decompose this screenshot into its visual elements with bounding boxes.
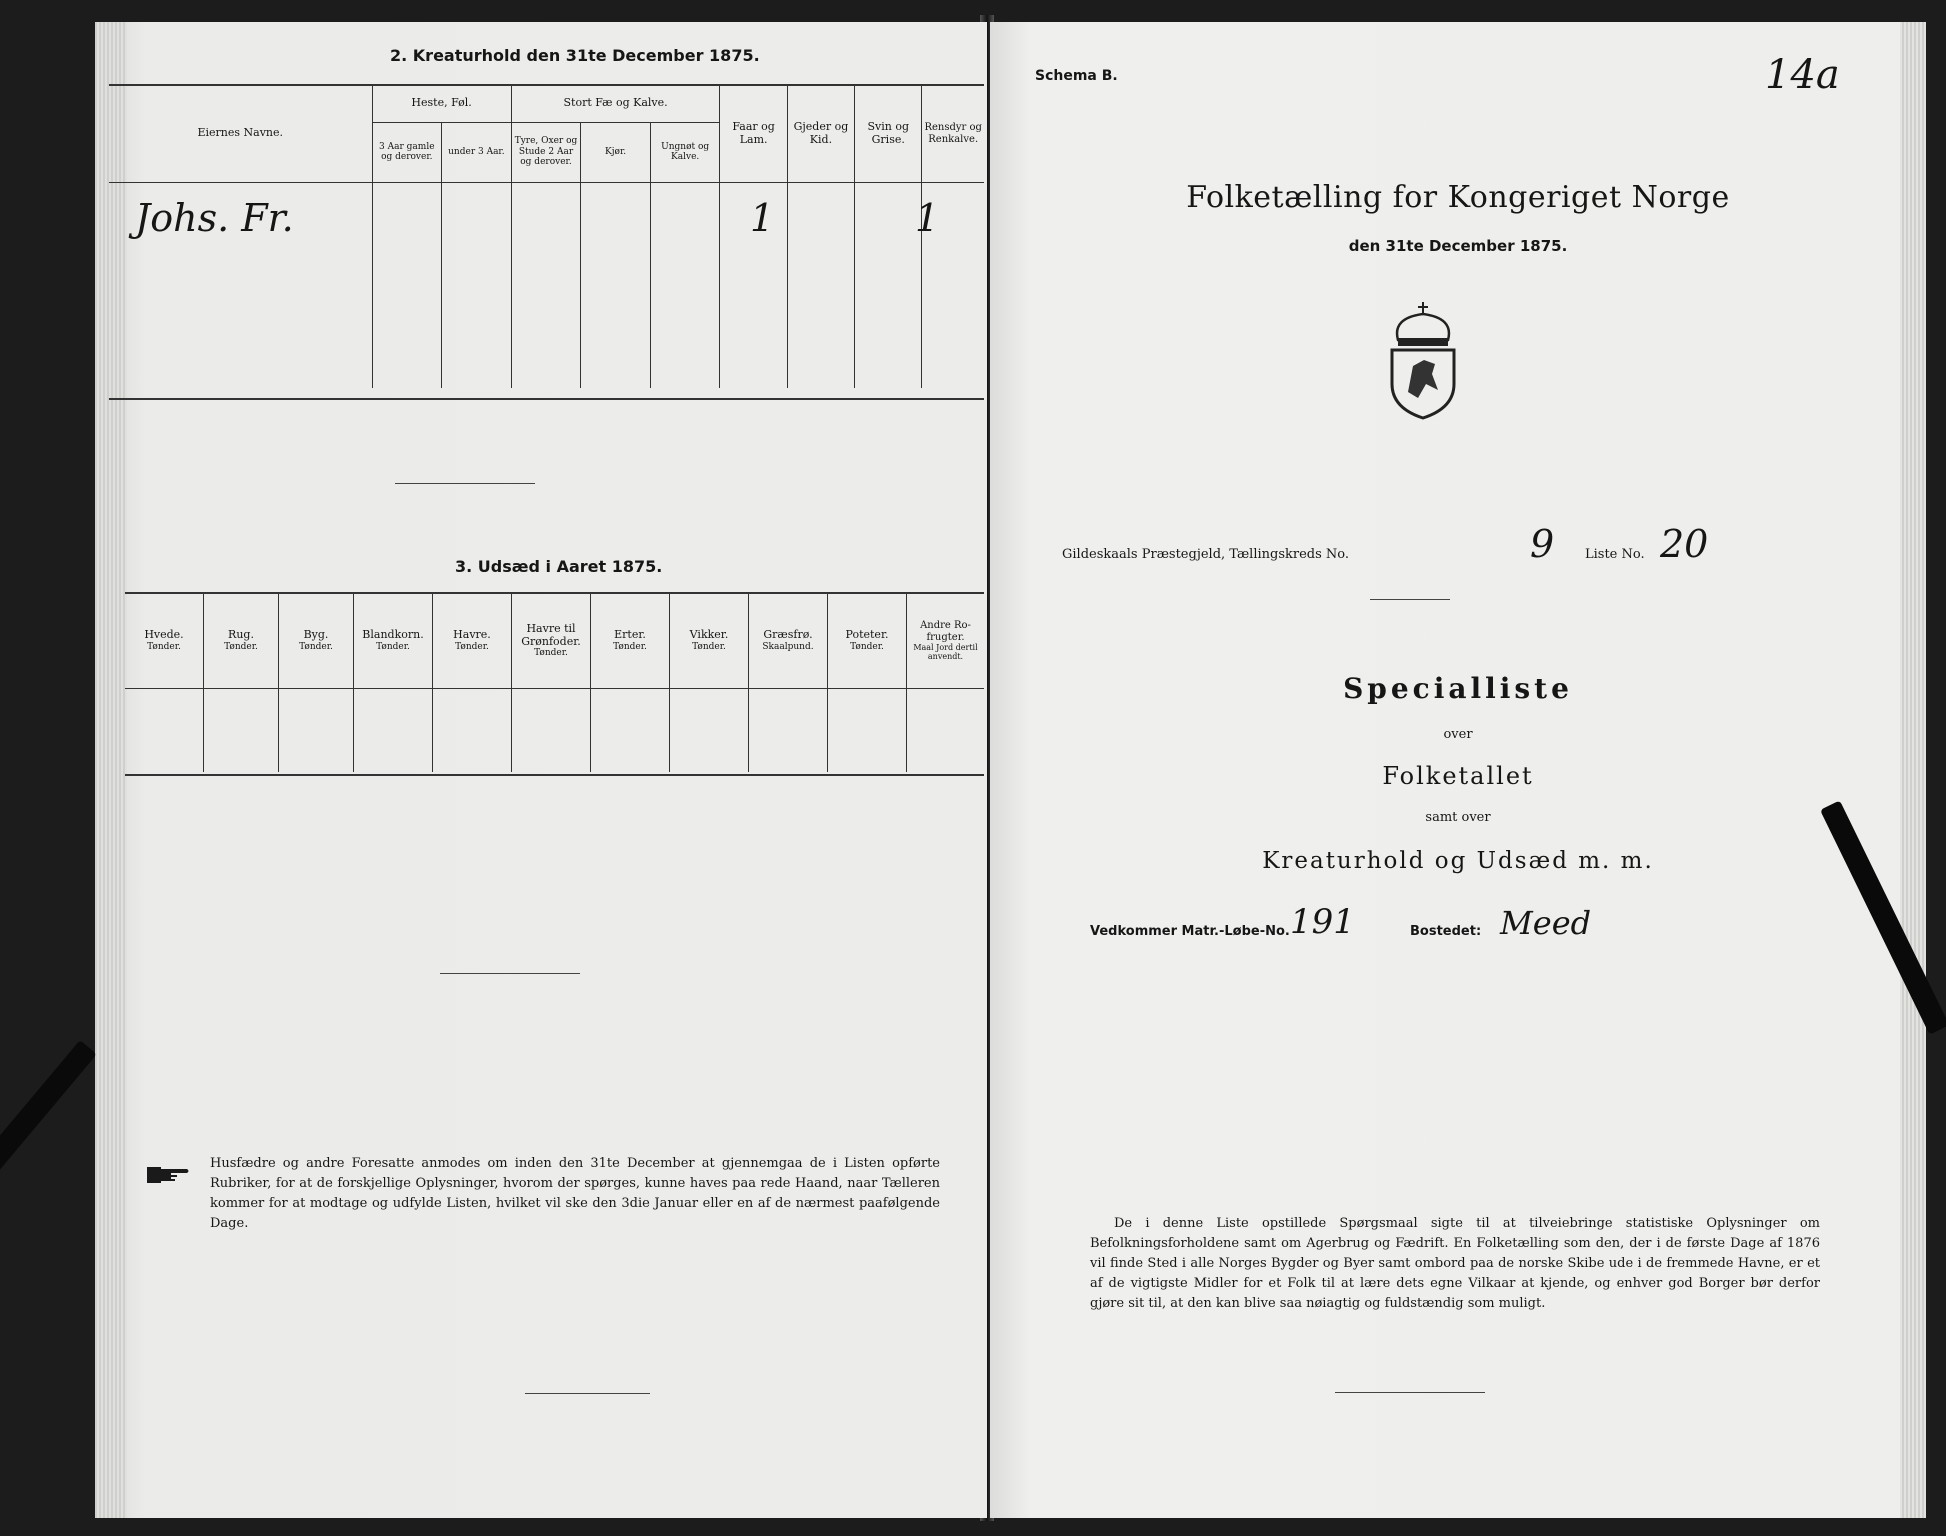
poteter-header: Poteter. Tønder. xyxy=(828,594,907,688)
parish-label: Gildeskaals Præstegjeld, Tællingskreds No. xyxy=(1062,547,1350,562)
page-number: 14a xyxy=(1765,52,1840,98)
table-rule xyxy=(109,398,984,400)
info-paragraph: De i denne Liste opstillede Spørgsmaal sigte til at tilveiebringe statistiske Oplysninger om Befolkningsforholdene samt om Agerbrug og Fædrift. En Folketælling som den, der i de første Dage af 1876 vil finde Sted i alle Norges Bygder og Byer samt ombord paa de norske Skibe ude i de fremmede Havne, er et af de vigtigste Midler for et Folk til at lære dets egne Vilkaar at kjende, og enhver god Borger bør derfor gjøre sit til, at den kan blive saa nøiagtig og fuldstændig som muligt. xyxy=(1090,1216,1820,1311)
pigs-value: 1 xyxy=(915,196,940,240)
rug-header: Rug. Tønder. xyxy=(204,594,279,688)
specialliste-heading: Specialliste xyxy=(1343,672,1573,705)
seed-table xyxy=(125,594,984,772)
list-label: Liste No. xyxy=(1585,547,1645,562)
matr-label: Vedkommer Matr.-Løbe-No. xyxy=(1090,924,1290,939)
samt-over-text: samt over xyxy=(1425,810,1491,825)
goats-header: Gjeder og Kid. xyxy=(787,86,854,182)
vikker-header: Vikker. Tønder. xyxy=(670,594,749,688)
cattle-a-header: Tyre, Oxer og Stude 2 Aar og derover. xyxy=(511,122,581,182)
graesfro-header: Græsfrø. Skaalpund. xyxy=(749,594,828,688)
owner-name: Johs. Fr. xyxy=(135,196,294,240)
sheep-header: Faar og Lam. xyxy=(720,86,787,182)
census-date: den 31te December 1875. xyxy=(1348,237,1568,255)
matr-number: 191 xyxy=(1290,902,1355,942)
list-number: 20 xyxy=(1660,522,1709,566)
right-page xyxy=(990,22,1926,1518)
left-page xyxy=(95,22,987,1518)
section2-title: 2. Kreaturhold den 31te December 1875. xyxy=(390,46,760,65)
divider xyxy=(525,1393,650,1394)
erter-header: Erter. Tønder. xyxy=(591,594,670,688)
horse-b-header: under 3 Aar. xyxy=(442,122,512,182)
coat-of-arms-icon xyxy=(1378,302,1468,422)
pointing-hand-icon xyxy=(147,1164,191,1186)
bostedet-value: Meed xyxy=(1500,904,1592,942)
gronfoder-header: Havre til Grønfoder. Tønder. xyxy=(512,594,591,688)
cattle-b-header: Kjør. xyxy=(581,122,651,182)
folketallet-heading: Folketallet xyxy=(1382,762,1534,790)
page-marker-strip xyxy=(0,1040,97,1200)
section3-title: 3. Udsæd i Aaret 1875. xyxy=(455,557,663,576)
table-rule xyxy=(125,774,984,776)
kreaturhold-heading: Kreaturhold og Udsæd m. m. xyxy=(1262,848,1654,874)
notice-text: Husfædre og andre Foresatte anmodes om inden den 31te December at gjennemgaa de i Listen opførte Rubriker, for at de forskjellige Oplysninger, hvorom der spørges, kunne haves paa rede Haand, naar Tælleren kommer for at modtage og udfylde Listen, hvilket vil ske den 3die Januar eller en af de nærmest paafølgende Dage. xyxy=(210,1156,940,1231)
sheep-value: 1 xyxy=(750,196,775,240)
divider xyxy=(440,973,580,974)
horse-a-header: 3 Aar gamle og derover. xyxy=(372,122,442,182)
pigs-header: Svin og Grise. xyxy=(855,86,922,182)
rofrugter-header: Andre Ro-frugter. Maal Jord dertil anvendt. xyxy=(907,594,985,688)
havre-header: Havre. Tønder. xyxy=(433,594,512,688)
divider xyxy=(395,483,535,484)
district-number: 9 xyxy=(1530,522,1555,566)
over-text: over xyxy=(1443,727,1473,742)
horse-header: Heste, Føl. xyxy=(372,86,511,122)
cattle-c-header: Ungnøt og Kalve. xyxy=(650,122,720,182)
byg-header: Byg. Tønder. xyxy=(279,594,354,688)
owner-header: Eiernes Navne. xyxy=(109,86,372,182)
reindeer-header: Rensdyr og Renkalve. xyxy=(922,86,984,182)
divider xyxy=(1370,599,1450,600)
hvede-header: Hvede. Tønder. xyxy=(125,594,204,688)
census-title: Folketælling for Kongeriget Norge xyxy=(1186,180,1730,215)
divider xyxy=(1335,1392,1485,1393)
bostedet-label: Bostedet: xyxy=(1410,924,1482,939)
blandkorn-header: Blandkorn. Tønder. xyxy=(354,594,433,688)
cattle-header: Stort Fæ og Kalve. xyxy=(511,86,720,122)
schema-label: Schema B. xyxy=(1035,68,1118,84)
